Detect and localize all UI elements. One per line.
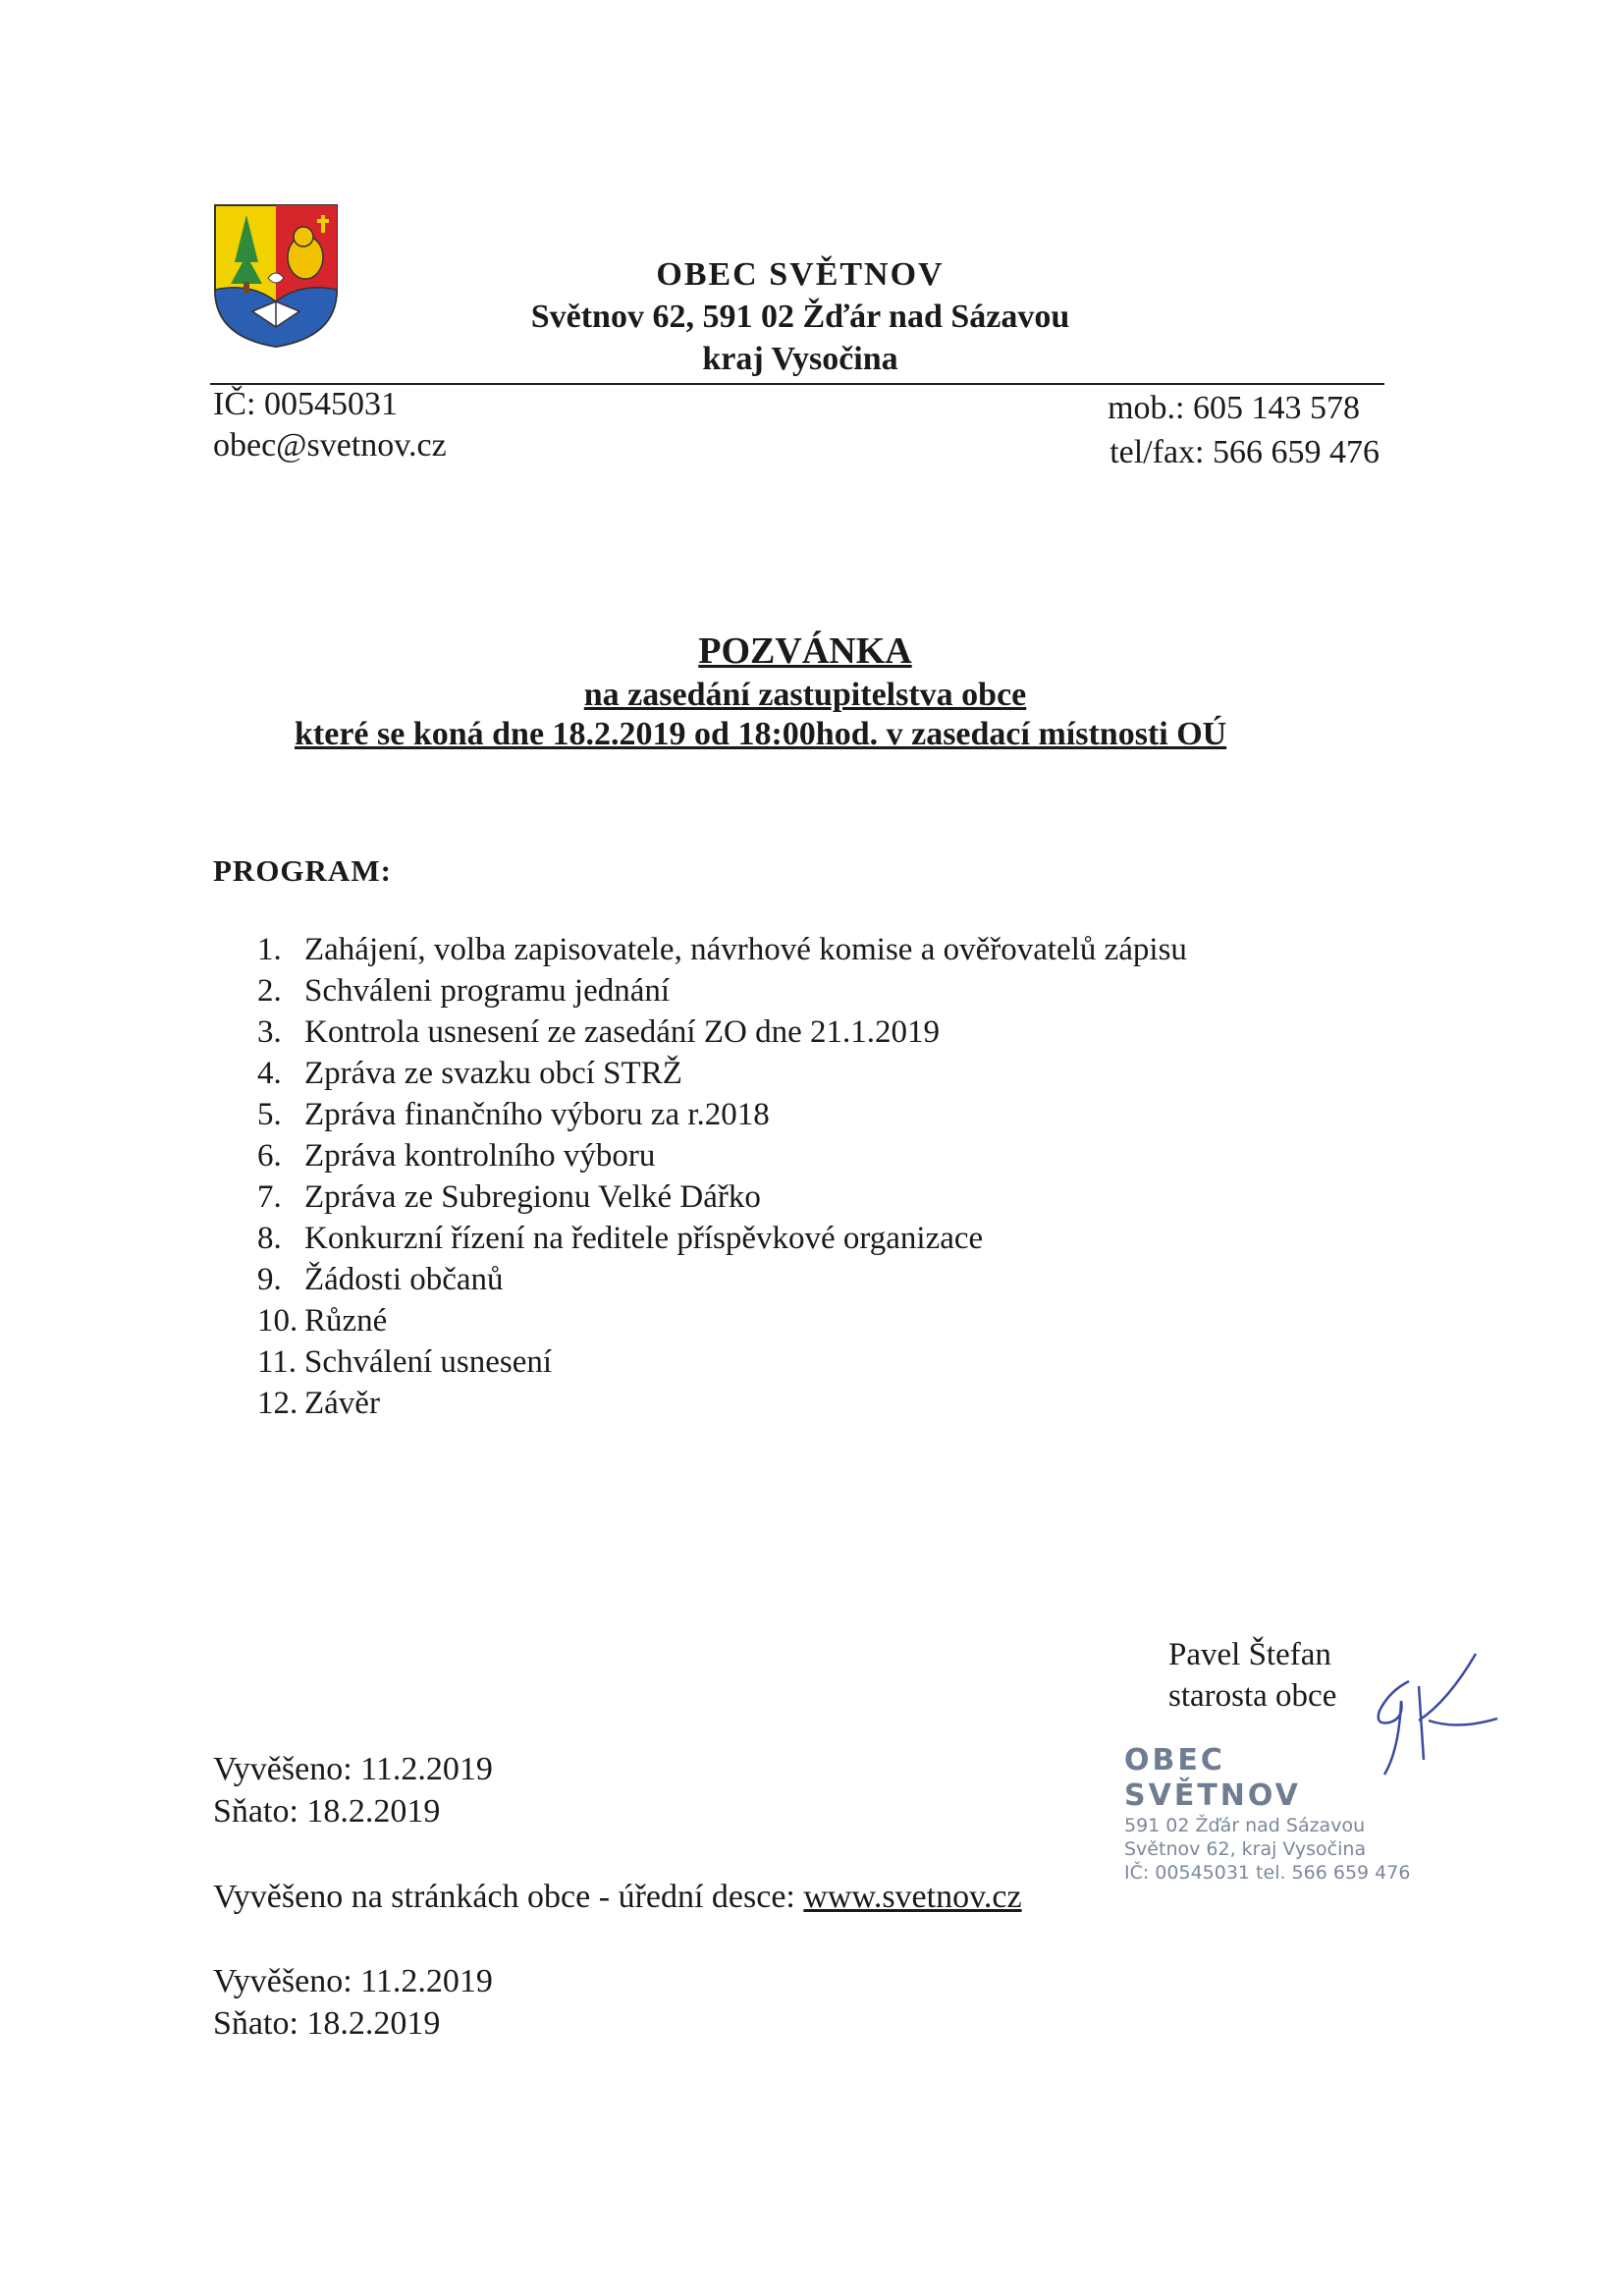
program-item bbox=[257, 1135, 1337, 1176]
program-item-text: Konkurzní řízení na ředitele příspěvkové organizace bbox=[304, 1221, 984, 1256]
mobile-number: mob.: 605 143 578 bbox=[1108, 390, 1360, 426]
program-item-text: Schválení usnesení bbox=[304, 1344, 553, 1380]
program-item bbox=[257, 1341, 1337, 1383]
program-item-number: 10. bbox=[257, 1303, 298, 1339]
program-item-number: 11. bbox=[257, 1344, 298, 1380]
program-item-number: 2. bbox=[257, 973, 282, 1009]
program-item bbox=[257, 1259, 1337, 1300]
program-item-text: Žádosti občanů bbox=[304, 1262, 504, 1297]
program-label: PROGRAM: bbox=[213, 853, 392, 888]
program-item-number: 9. bbox=[257, 1262, 282, 1297]
program-item-text: Zpráva finančního výboru za r.2018 bbox=[304, 1097, 770, 1132]
program-item-number: 4. bbox=[257, 1056, 282, 1091]
stamp-line-address: Světnov 62, kraj Vysočina bbox=[1124, 1838, 1367, 1860]
signatory-name: Pavel Štefan bbox=[1168, 1637, 1331, 1672]
program-item bbox=[257, 1011, 1337, 1053]
program-item-text: Zpráva kontrolního výboru bbox=[304, 1138, 656, 1174]
program-item bbox=[257, 1053, 1337, 1094]
signatory-role: starosta obce bbox=[1168, 1678, 1337, 1714]
official-stamp bbox=[1124, 1743, 1411, 1885]
program-item-number: 8. bbox=[257, 1221, 282, 1256]
web-notice bbox=[213, 1876, 1022, 1919]
program-item bbox=[257, 1094, 1337, 1135]
program-item-number: 12. bbox=[257, 1386, 298, 1421]
website-link[interactable]: www.svetnov.cz bbox=[803, 1879, 1022, 1915]
program-item bbox=[257, 1176, 1337, 1218]
program-item-text: Kontrola usnesení ze zasedání ZO dne 21.1.2019 bbox=[304, 1014, 940, 1050]
invitation-subtitle: na zasedání zastupitelstva obce bbox=[583, 677, 1027, 713]
posted-date-web: Vyvěšeno: 11.2.2019 bbox=[213, 1963, 493, 1999]
email-address: obec@svetnov.cz bbox=[213, 427, 447, 464]
program-item-text: Různé bbox=[304, 1303, 388, 1339]
telfax-number: tel/fax: 566 659 476 bbox=[1109, 434, 1380, 470]
web-notice-text: Vyvěšeno na stránkách obce - úřední desce: bbox=[213, 1879, 804, 1915]
municipality-region: kraj Vysočina bbox=[702, 341, 898, 377]
program-item-number: 5. bbox=[257, 1097, 282, 1132]
stamp-line-postal: 591 02 Žďár nad Sázavou bbox=[1124, 1815, 1366, 1836]
program-item bbox=[257, 1218, 1337, 1259]
municipality-address: Světnov 62, 591 02 Žďár nad Sázavou bbox=[530, 299, 1070, 335]
removed-date-web: Sňato: 18.2.2019 bbox=[213, 2005, 441, 2042]
program-item-number: 7. bbox=[257, 1179, 282, 1215]
program-item-text: Zpráva ze svazku obcí STRŽ bbox=[304, 1056, 682, 1091]
program-item-number: 3. bbox=[257, 1014, 282, 1050]
municipality-name: OBEC SVĚTNOV bbox=[656, 256, 945, 293]
company-id: IČ: 00545031 bbox=[213, 386, 398, 422]
removed-date: Sňato: 18.2.2019 bbox=[213, 1793, 441, 1830]
posted-date: Vyvěšeno: 11.2.2019 bbox=[213, 1751, 493, 1787]
program-item-text: Schváleni programu jednání bbox=[304, 973, 671, 1009]
program-item bbox=[257, 929, 1337, 970]
invitation-title: POZVÁNKA bbox=[698, 630, 912, 672]
program-item-text: Zahájení, volba zapisovatele, návrhové komise a ověřovatelů zápisu bbox=[304, 932, 1187, 967]
program-list bbox=[257, 929, 1337, 1424]
program-item bbox=[257, 1383, 1337, 1424]
program-item bbox=[257, 970, 1337, 1011]
stamp-line-ids: IČ: 00545031 tel. 566 659 476 bbox=[1124, 1862, 1411, 1884]
invitation-date-line: které se koná dne 18.2.2019 od 18:00hod. v zasedací místnosti OÚ bbox=[295, 716, 1227, 752]
program-item-number: 6. bbox=[257, 1138, 282, 1174]
stamp-title: OBEC SVĚTNOV bbox=[1124, 1743, 1301, 1813]
program-item-number: 1. bbox=[257, 932, 282, 967]
program-item-text: Závěr bbox=[304, 1386, 380, 1421]
program-item-text: Zpráva ze Subregionu Velké Dářko bbox=[304, 1179, 761, 1215]
program-item bbox=[257, 1300, 1337, 1341]
